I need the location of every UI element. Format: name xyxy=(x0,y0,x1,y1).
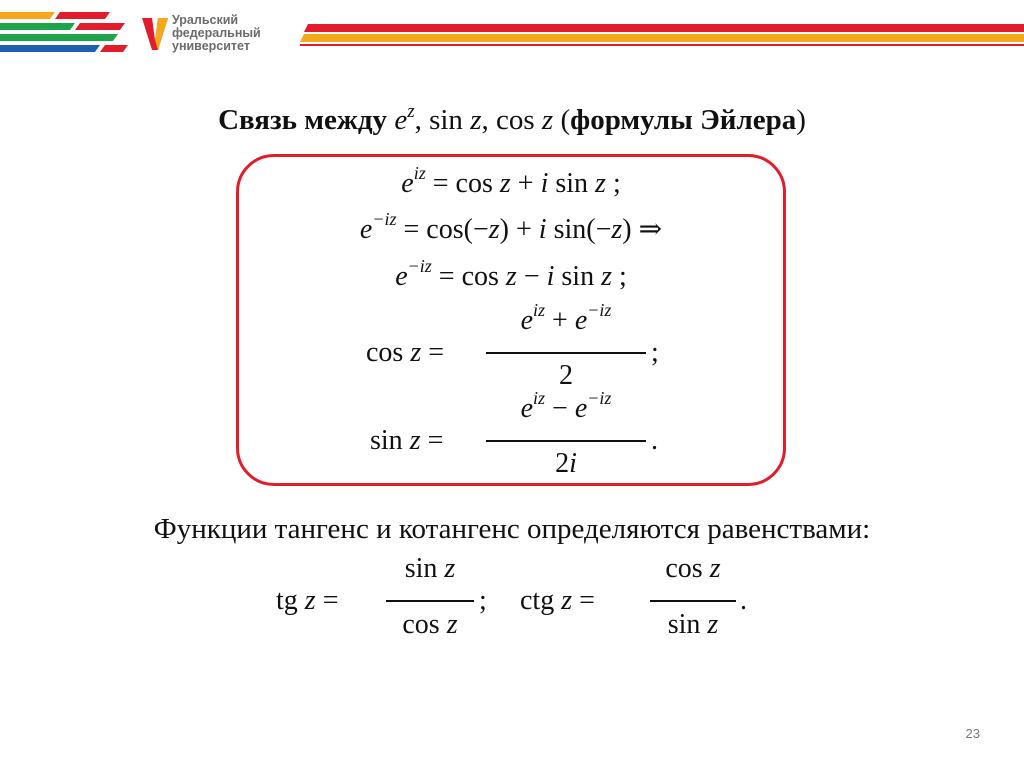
sin-formula-lhs: sin z = xyxy=(370,425,444,456)
tg-fraction-bar xyxy=(386,600,474,602)
title-z2: z xyxy=(541,104,554,136)
ctg-numerator: cos z xyxy=(665,553,721,584)
logo-line-3: университет xyxy=(172,39,250,53)
slide-title xyxy=(0,101,1024,137)
title-prefix: Связь между xyxy=(218,104,395,136)
header-stripes-right xyxy=(300,24,1024,64)
title-middle: , sin xyxy=(414,104,471,136)
title-bold-part: формулы Эйлера xyxy=(570,104,797,136)
cos-formula-denominator: 2 xyxy=(559,360,573,391)
title-close: ) xyxy=(796,104,806,136)
title-middle2: , cos xyxy=(481,104,542,136)
tg-numerator: sin z xyxy=(404,553,456,584)
university-name xyxy=(172,14,261,53)
title-e: e xyxy=(394,104,408,136)
tg-denominator: cos z xyxy=(402,609,458,640)
ctg-fraction-bar xyxy=(650,600,736,602)
ctg-formula-lhs: ctg z = xyxy=(520,585,595,616)
tg-formula-end: ; xyxy=(479,585,487,616)
page-number: 23 xyxy=(965,726,980,741)
euler-eq-2: $e^{-iz} = \cos(-z) + i$ sin(−z) ⇒ xyxy=(359,209,663,245)
sin-formula-end: . xyxy=(651,425,658,456)
ctg-formula-end: . xyxy=(740,585,747,616)
title-z-sup: z xyxy=(407,101,415,122)
sin-fraction-bar xyxy=(486,440,646,442)
sin-formula-denominator: 2i xyxy=(555,448,577,479)
ctg-denominator: sin z xyxy=(667,609,719,640)
tg-formula-lhs: tg z = xyxy=(276,585,339,616)
euler-eq-3: $e^{-iz} = \cos z - i$ sin z ; xyxy=(395,256,627,292)
cos-formula-lhs: cos z = xyxy=(366,337,445,368)
cos-formula-end: ; xyxy=(651,337,659,368)
title-open: ( xyxy=(553,104,571,136)
logo-line-1: Уральский xyxy=(172,13,239,27)
cos-formula-numerator: $e^{iz} + e^{-iz}$ xyxy=(520,300,612,336)
logo-line-2: федеральный xyxy=(172,26,261,40)
sin-formula-numerator: $e^{iz} - e^{-iz}$ xyxy=(520,388,612,424)
euler-eq-1: $e^{iz} = \cos z + i$ sin z ; xyxy=(401,163,621,199)
header-stripes-left xyxy=(0,12,130,60)
university-logo-icon xyxy=(140,14,170,54)
cos-fraction-bar xyxy=(486,352,646,354)
title-z1: z xyxy=(470,104,482,136)
tangent-cotangent-caption: Функции тангенс и котангенс определяются равенствами: xyxy=(153,513,871,545)
